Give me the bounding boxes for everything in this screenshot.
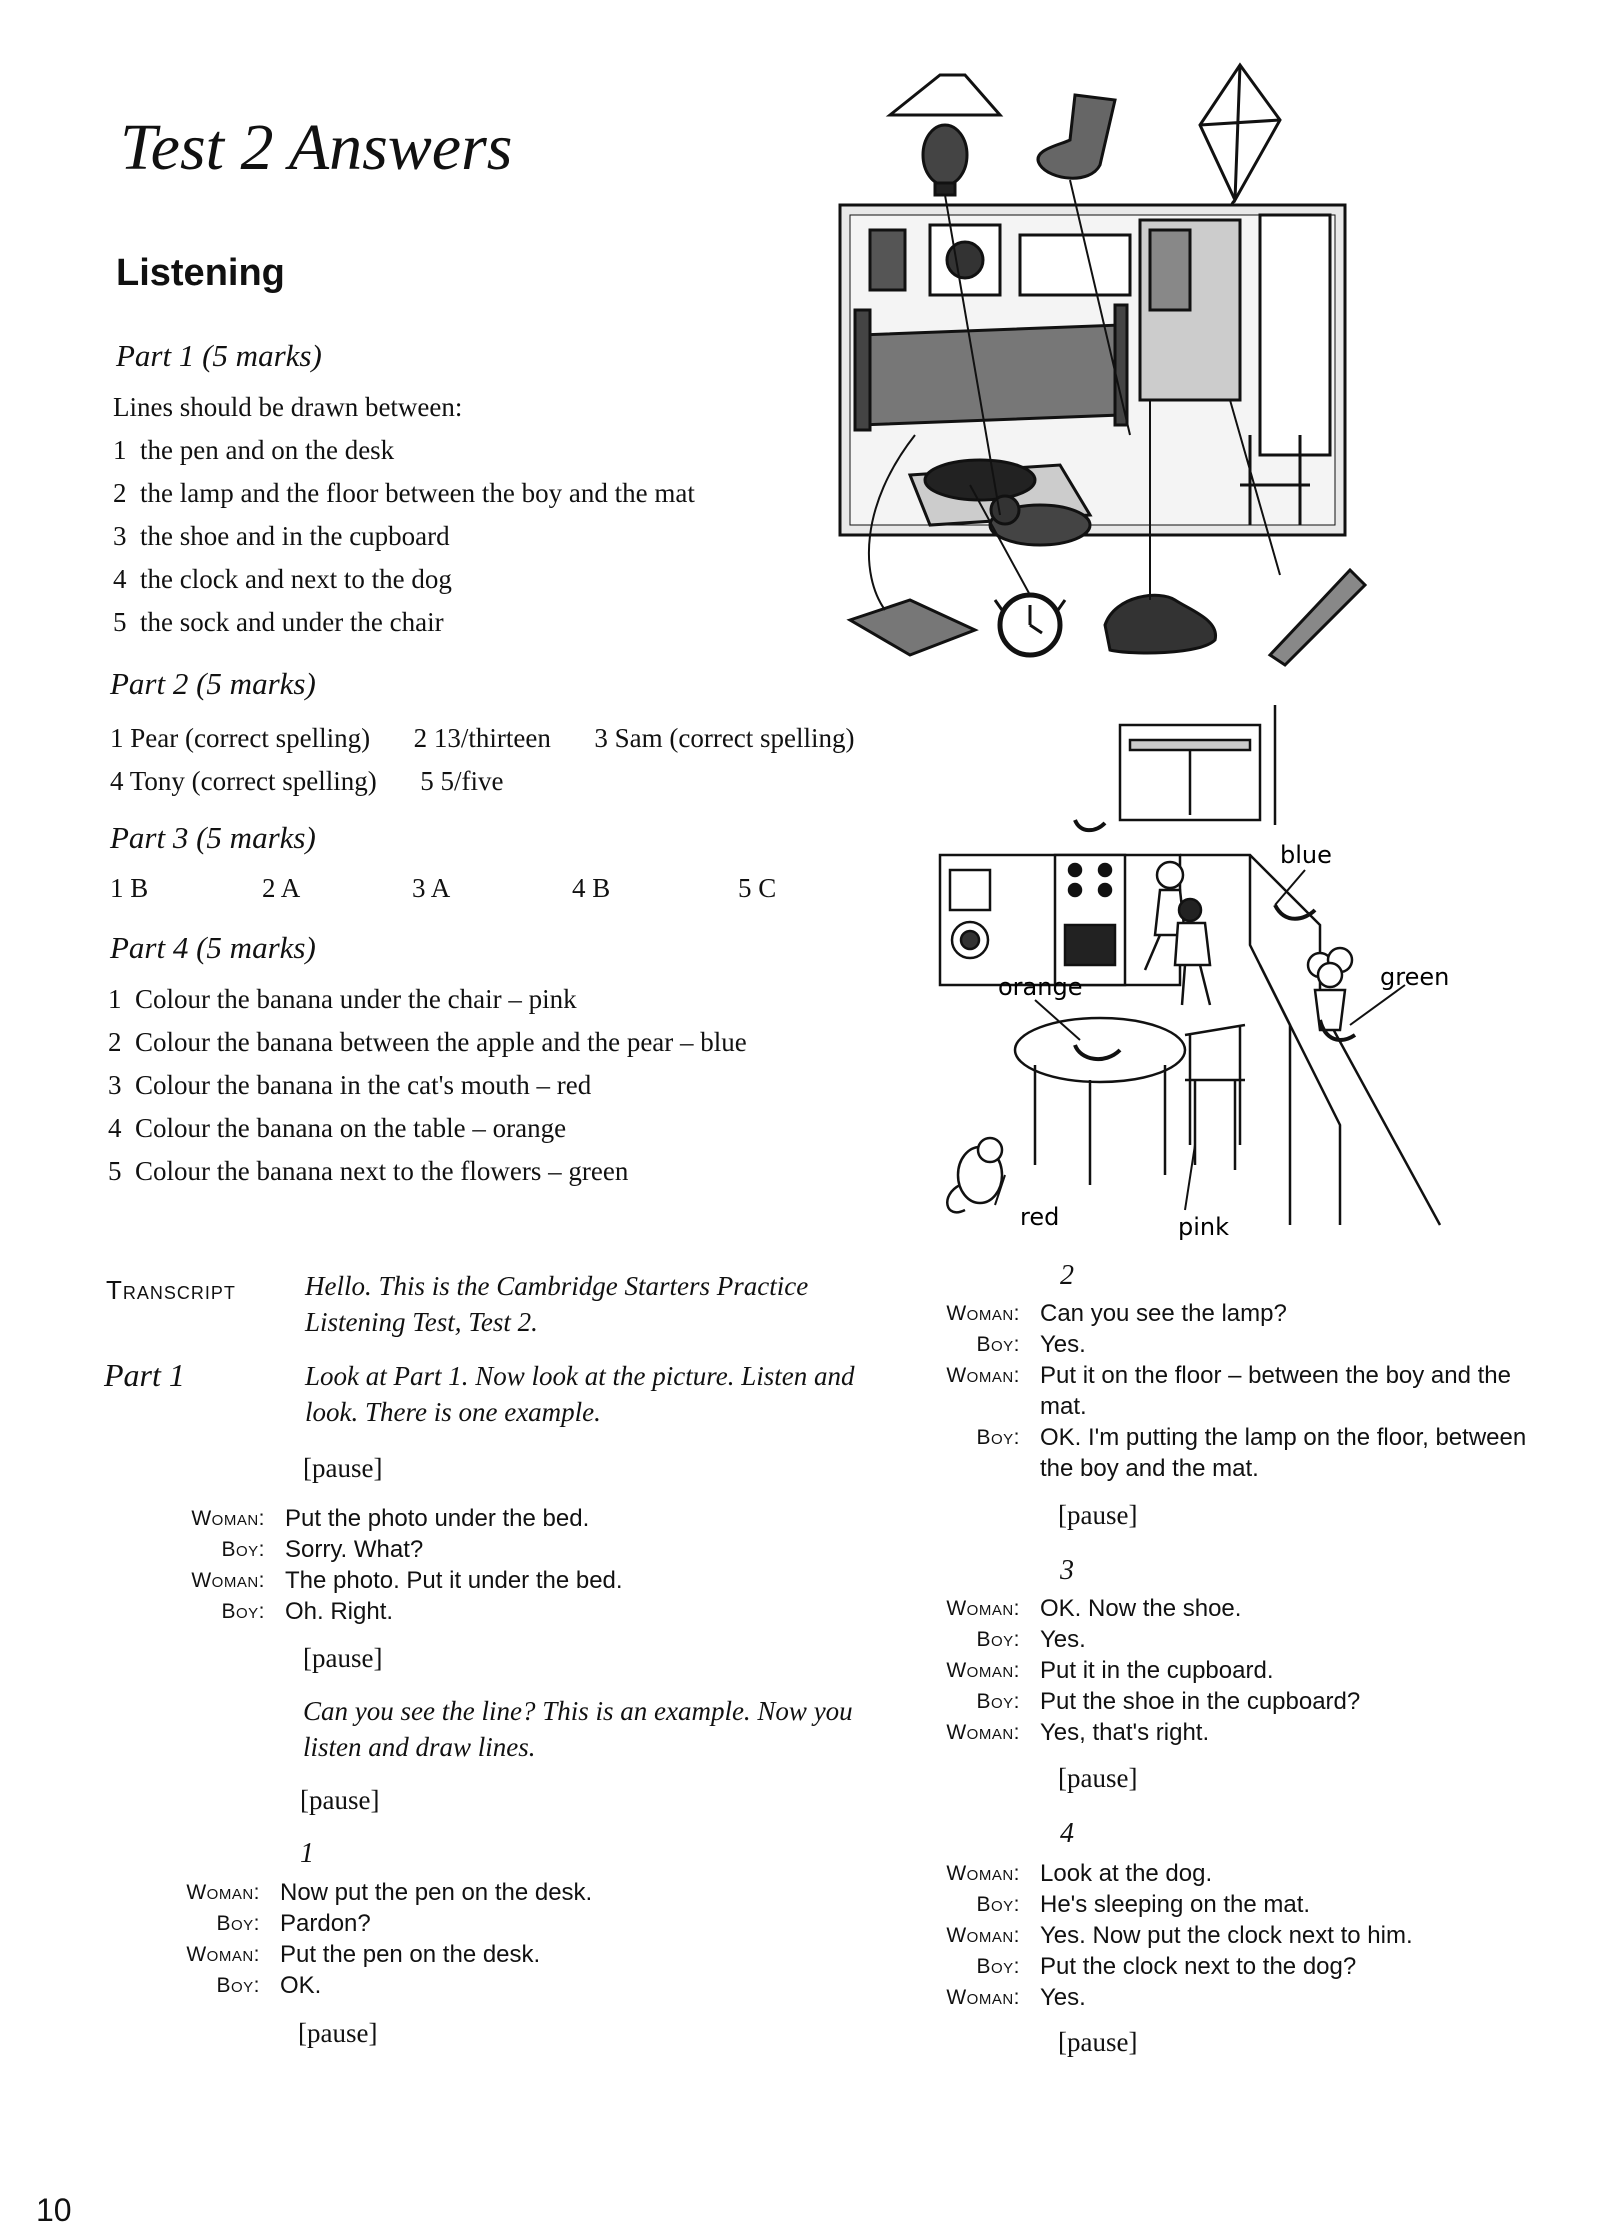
part2-answer-4: 4 Tony (correct spelling) xyxy=(110,766,377,796)
pause-note: [pause] xyxy=(303,1643,383,1673)
bedroom-illustration xyxy=(830,55,1370,675)
pause-note: [pause] xyxy=(1058,1500,1138,1530)
utterance: Put the shoe in the cupboard? xyxy=(1040,1688,1361,1715)
sock-icon xyxy=(1038,95,1115,178)
page-number: 10 xyxy=(36,2192,72,2228)
speaker: Boy: xyxy=(976,1628,1020,1651)
utterance: Sorry. What? xyxy=(285,1536,424,1563)
transcript-part-intro: Look at Part 1. Now look at the picture. Listen and look. There is one example. xyxy=(305,1361,855,1427)
speaker: Woman: xyxy=(946,1862,1020,1885)
pause-note: [pause] xyxy=(298,2018,378,2048)
label-blue: blue xyxy=(1280,841,1332,869)
question-number-2: 2 xyxy=(1060,1260,1074,1291)
list-item: 5 the sock and under the chair xyxy=(113,607,444,637)
label-pink: pink xyxy=(1178,1213,1230,1241)
example-dialogue xyxy=(155,1503,795,1627)
pen-icon xyxy=(1270,570,1365,665)
question-number-4: 4 xyxy=(1060,1818,1074,1849)
part2-answer-2: 2 13/thirteen xyxy=(413,723,551,753)
part3-answer: 1 B xyxy=(110,873,149,903)
speaker: Woman: xyxy=(946,1659,1020,1682)
utterance: Look at the dog. xyxy=(1040,1860,1213,1887)
part2-heading: Part 2 (5 marks) xyxy=(110,666,316,701)
utterance: OK. I'm putting the lamp on the floor, between the boy and the mat. xyxy=(1040,1424,1527,1482)
list-item: 5 Colour the banana next to the flowers – green xyxy=(108,1156,629,1186)
list-item: 2 the lamp and the floor between the boy and the mat xyxy=(113,478,695,508)
speaker: Woman: xyxy=(186,1943,260,1966)
utterance: Pardon? xyxy=(280,1910,371,1937)
part2-answer-5: 5 5/five xyxy=(420,766,504,796)
list-item: 1 Colour the banana under the chair – pink xyxy=(108,984,577,1014)
utterance: He's sleeping on the mat. xyxy=(1040,1891,1311,1918)
label-green: green xyxy=(1380,963,1450,991)
part2-row1 xyxy=(110,723,855,754)
label-orange: orange xyxy=(998,973,1083,1001)
utterance: Yes, that's right. xyxy=(1040,1719,1210,1746)
pause-note: [pause] xyxy=(1058,2027,1138,2057)
question-number-3: 3 xyxy=(1060,1555,1074,1586)
q4-dialogue xyxy=(905,1858,1555,2013)
speaker: Woman: xyxy=(186,1881,260,1904)
part1-heading: Part 1 (5 marks) xyxy=(116,338,322,373)
speaker: Woman: xyxy=(946,1302,1020,1325)
label-red: red xyxy=(1020,1203,1060,1231)
page-title: Test 2 Answers xyxy=(120,111,513,184)
speaker: Boy: xyxy=(976,1690,1020,1713)
utterance: Put the pen on the desk. xyxy=(280,1941,541,1968)
list-item: 3 Colour the banana in the cat's mouth – red xyxy=(108,1070,592,1100)
q3-dialogue xyxy=(905,1593,1555,1748)
utterance: OK. xyxy=(280,1972,322,1999)
part4-list xyxy=(108,978,747,1193)
pause-note: [pause] xyxy=(303,1453,383,1483)
utterance: Put the photo under the bed. xyxy=(285,1505,590,1532)
speaker: Boy: xyxy=(976,1893,1020,1916)
part3-answer: 3 A xyxy=(412,873,451,903)
part4-heading: Part 4 (5 marks) xyxy=(110,930,316,965)
flowers-icon xyxy=(1308,948,1352,1030)
utterance: Yes. Now put the clock next to him. xyxy=(1040,1922,1413,1949)
pause-note: [pause] xyxy=(1058,1763,1138,1793)
utterance: Now put the pen on the desk. xyxy=(280,1879,593,1906)
speaker: Woman: xyxy=(191,1569,265,1592)
transcript-part-label: Part 1 xyxy=(104,1357,185,1393)
clock-icon xyxy=(995,595,1065,655)
part3-answer: 2 A xyxy=(262,873,301,903)
section-heading: Listening xyxy=(116,252,285,294)
speaker: Boy: xyxy=(216,1912,260,1935)
utterance: Put it in the cupboard. xyxy=(1040,1657,1274,1684)
utterance: Put the clock next to the dog? xyxy=(1040,1953,1357,1980)
q2-dialogue xyxy=(905,1298,1555,1484)
speaker: Boy: xyxy=(976,1333,1020,1356)
speaker: Woman: xyxy=(946,1597,1020,1620)
speaker: Boy: xyxy=(221,1538,265,1561)
speaker: Woman: xyxy=(191,1507,265,1530)
pause-note: [pause] xyxy=(300,1785,380,1815)
speaker: Boy: xyxy=(976,1426,1020,1449)
shoe-icon xyxy=(1105,595,1216,653)
speaker: Woman: xyxy=(946,1986,1020,2009)
speaker: Boy: xyxy=(976,1955,1020,1978)
speaker: Woman: xyxy=(946,1364,1020,1387)
cat-icon xyxy=(947,1138,1002,1212)
part2-answer-3: 3 Sam (correct spelling) xyxy=(594,723,855,753)
transcript-label: Transcript xyxy=(106,1275,236,1305)
part3-answer: 5 C xyxy=(738,873,777,903)
part1-intro: Lines should be drawn between: xyxy=(113,392,463,422)
utterance: Can you see the lamp? xyxy=(1040,1300,1287,1327)
list-item: 3 the shoe and in the cupboard xyxy=(113,521,450,551)
list-item: 2 Colour the banana between the apple and the pear – blue xyxy=(108,1027,747,1057)
speaker: Boy: xyxy=(221,1600,265,1623)
utterance: Oh. Right. xyxy=(285,1598,394,1625)
speaker: Woman: xyxy=(946,1924,1020,1947)
speaker: Woman: xyxy=(946,1721,1020,1744)
part2-answer-1: 1 Pear (correct spelling) xyxy=(110,723,371,753)
kitchen-illustration xyxy=(920,705,1480,1250)
lamp-icon xyxy=(890,75,1000,195)
utterance: Yes. xyxy=(1040,1984,1086,2011)
part3-answer: 4 B xyxy=(572,873,611,903)
part1-list xyxy=(113,429,695,644)
list-item: 4 the clock and next to the dog xyxy=(113,564,452,594)
part2-row2 xyxy=(110,766,504,797)
question-number-1: 1 xyxy=(300,1838,314,1869)
q1-dialogue xyxy=(150,1877,790,2001)
transcript-intro: Hello. This is the Cambridge Starters Practice Listening Test, Test 2. xyxy=(305,1271,809,1337)
list-item: 1 the pen and on the desk xyxy=(113,435,395,465)
utterance: Yes. xyxy=(1040,1626,1086,1653)
list-item: 4 Colour the banana on the table – orange xyxy=(108,1113,567,1143)
utterance: Put it on the floor – between the boy and the mat. xyxy=(1040,1362,1511,1420)
utterance: The photo. Put it under the bed. xyxy=(285,1567,623,1594)
utterance: Yes. xyxy=(1040,1331,1086,1358)
speaker: Boy: xyxy=(216,1974,260,1997)
utterance: OK. Now the shoe. xyxy=(1040,1595,1242,1622)
part3-heading: Part 3 (5 marks) xyxy=(110,820,316,855)
example-note: Can you see the line? This is an example. Now you listen and draw lines. xyxy=(303,1696,853,1762)
